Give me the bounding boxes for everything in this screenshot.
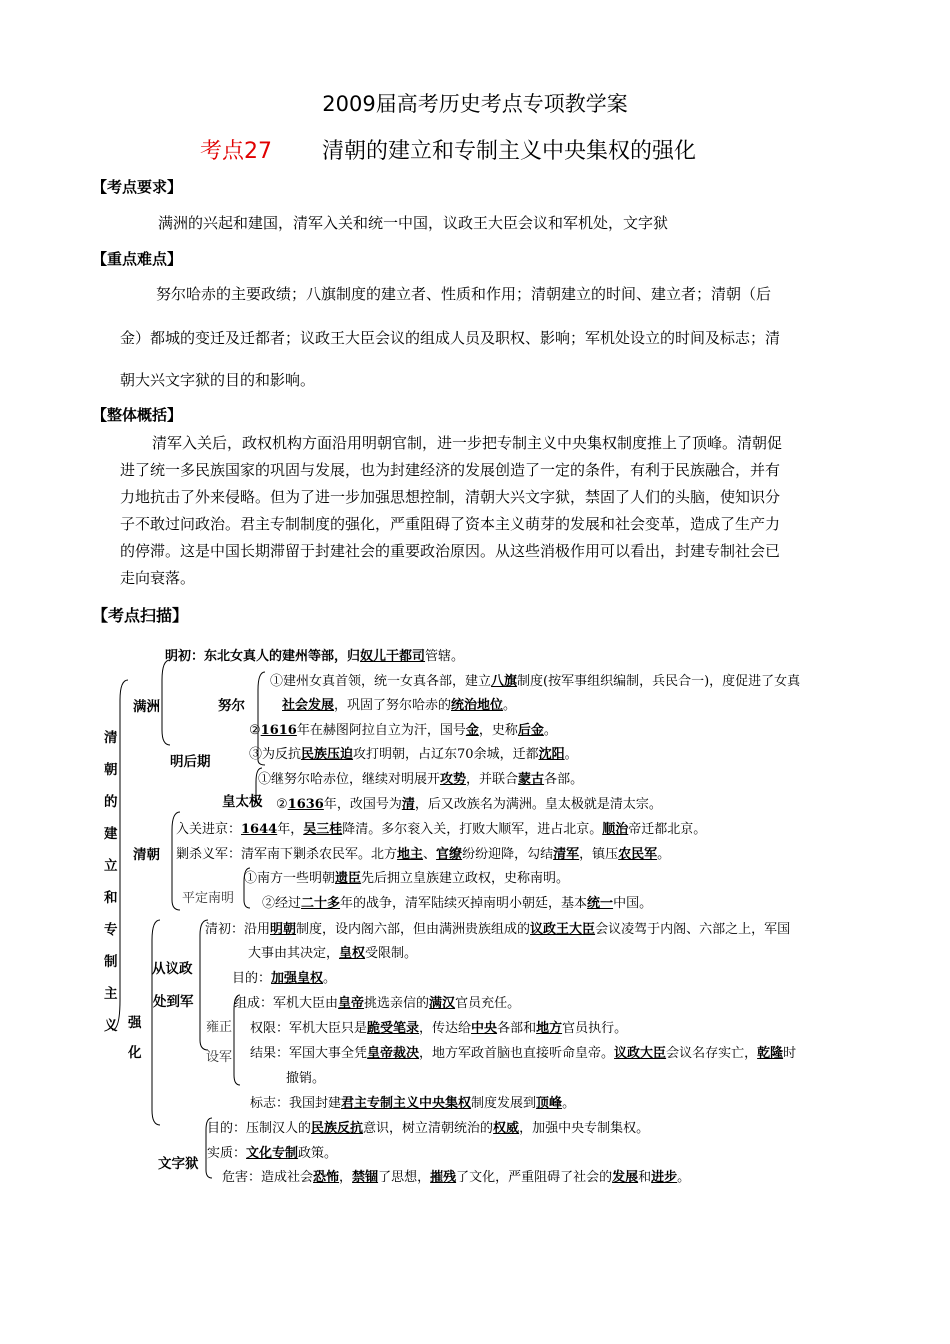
yizheng-label-1: 从议政 — [152, 961, 193, 977]
summary-line: 进了统一多民族国家的巩固与发展，也为封建经济的发展创造了一定的条件，有利于民族融合，并有 — [120, 461, 781, 479]
summary-line: 清军入关后，政权机构方面沿用明朝官制，进一步把专制主义中央集权制度推上了顶峰。清朝促 — [152, 434, 783, 452]
manzhou-label: 满洲 — [133, 699, 160, 715]
requirements-text: 满洲的兴起和建国，清军入关和统一中国，议政王大臣会议和军机处，文字狱 — [158, 214, 669, 232]
wenziyu-harm: 危害：造成社会恐怖，禁锢了思想，摧残了文化，严重阻碍了社会的发展和进步。 — [222, 1170, 691, 1185]
qianghua-bracket — [152, 920, 160, 1125]
nuer-item-3: ③为反抗民族压迫攻打明朝，占辽东70余城，迁都沈阳。 — [249, 747, 578, 762]
section-heading-requirements: 【考点要求】 — [92, 178, 183, 196]
section-heading-key-points: 【重点难点】 — [92, 250, 183, 268]
document-title: 2009届高考历史考点专项教学案 — [322, 92, 628, 116]
junjichu-result: 结果：军国大事全凭皇帝裁决，地方军政首脑也直接听命皇帝。议政大臣会议名存实亡，乾隆时 — [250, 1046, 797, 1061]
summary-line: 走向衰落。 — [120, 569, 196, 587]
yizheng-item-1: 清初：沿用明朝制度，设内阁六部，但由满洲贵族组成的议政王大臣会议凌驾于内阁、六部之上，军国 — [205, 922, 791, 937]
summary-line: 子不敢过问政治。君主专制制度的强化，严重阻碍了资本主义萌芽的发展和社会变革，造成了生产力 — [120, 515, 781, 533]
manzhou-bracket — [162, 660, 170, 745]
junjichu-purpose: 目的：加强皇权。 — [232, 971, 337, 986]
yizheng-label-2: 处到军 — [153, 994, 194, 1010]
junjichu-power: 权限：军机大臣只是跪受笔录，传达给中央各部和地方官员执行。 — [250, 1021, 628, 1036]
junjichu-sign: 标志：我国封建君主专制主义中央集权制度发展到顶峰。 — [250, 1096, 576, 1111]
mingqi-label: 明后期 — [170, 754, 211, 770]
key-points-line: 金）都城的变迁及迁都者；议政王大臣会议的组成人员及职权、影响；军机处设立的时间及标志；清 — [120, 329, 781, 347]
wenziyu-essence: 实质：文化专制政策。 — [207, 1146, 338, 1161]
nuer-label: 努尔 — [218, 698, 245, 714]
mindmap-root-label: 清朝的建立和专制主义 — [104, 730, 118, 1034]
kaodian-label: 考点27 — [200, 139, 272, 164]
yongzheng-label-2: 设军 — [206, 1050, 233, 1065]
yongzheng-label-1: 雍正 — [206, 1020, 233, 1035]
yizheng-item-1-cont: 大事由其决定，皇权受限制。 — [248, 946, 418, 961]
huangtaiji-label: 皇太极 — [222, 794, 263, 810]
nuer-item-2: ②1616年在赫图阿拉自立为汗，国号金，史称后金。 — [249, 723, 557, 738]
junjichu-composition: 组成：军机大臣由皇帝挑选亲信的满汉官员充任。 — [234, 996, 521, 1011]
summary-line: 力地抗击了外来侵略。但为了进一步加强思想控制，清朝大兴文字狱，禁固了人们的头脑，使知识分 — [120, 488, 781, 506]
key-points-line: 努尔哈赤的主要政绩；八旗制度的建立者、性质和作用；清朝建立的时间、建立者；清朝（后 — [156, 285, 772, 303]
qingchao-label: 清朝 — [133, 847, 160, 863]
mingchu-line: 明初：东北女真人的建州等部，归奴儿干都司管辖。 — [165, 649, 465, 664]
wenziyu-purpose: 目的：压制汉人的民族反抗意识，树立清朝统治的权威，加强中央专制集权。 — [207, 1121, 650, 1136]
summary-line: 的停滞。这是中国长期滞留于封建社会的重要政治原因。从这些消极作用可以看出，封建专制社会已 — [120, 542, 781, 560]
huangtaiji-item-1: ①继努尔哈赤位，继续对明展开攻势，并联合蒙古各部。 — [258, 772, 584, 787]
wenziyu-label: 文字狱 — [158, 1156, 199, 1172]
pingding-nanming-label: 平定南明 — [182, 891, 235, 906]
section-heading-scan: 【考点扫描】 — [92, 606, 189, 625]
qingchao-item-1: 入关进京：1644年，吴三桂降清。多尔衮入关，打败大顺军，进占北京。顺治帝迁都北京。 — [176, 822, 707, 837]
key-points-line: 朝大兴文字狱的目的和影响。 — [120, 371, 316, 389]
qingchao-item-2: 剿杀义军：清军南下剿杀农民军。北方地主、官缭纷纷迎降，勾结清军，镇压农民军。 — [176, 847, 671, 862]
junjichu-result-cont: 撤销。 — [286, 1071, 326, 1086]
section-heading-summary: 【整体概括】 — [92, 406, 183, 424]
nanming-item-2: ②经过二十多年的战争，清军陆续灭掉南明小朝廷，基本统一中国。 — [262, 896, 653, 911]
huangtaiji-item-2: ②1636年，改国号为清，后又改族名为满洲。皇太极就是清太宗。 — [276, 797, 662, 812]
qianghua-label: 强化 — [128, 1015, 142, 1061]
nuer-item-1-cont: 社会发展，巩固了努尔哈赤的统治地位。 — [282, 698, 517, 713]
nuer-item-1: ①建州女真首领，统一女真各部，建立八旗制度(按军事组织编制，兵民合一)，度促进了女真 — [270, 674, 801, 689]
topic-title: 清朝的建立和专制主义中央集权的强化 — [322, 139, 697, 164]
nanming-item-1: ①南方一些明朝遗臣先后拥立皇族建立政权，史称南明。 — [244, 871, 570, 886]
